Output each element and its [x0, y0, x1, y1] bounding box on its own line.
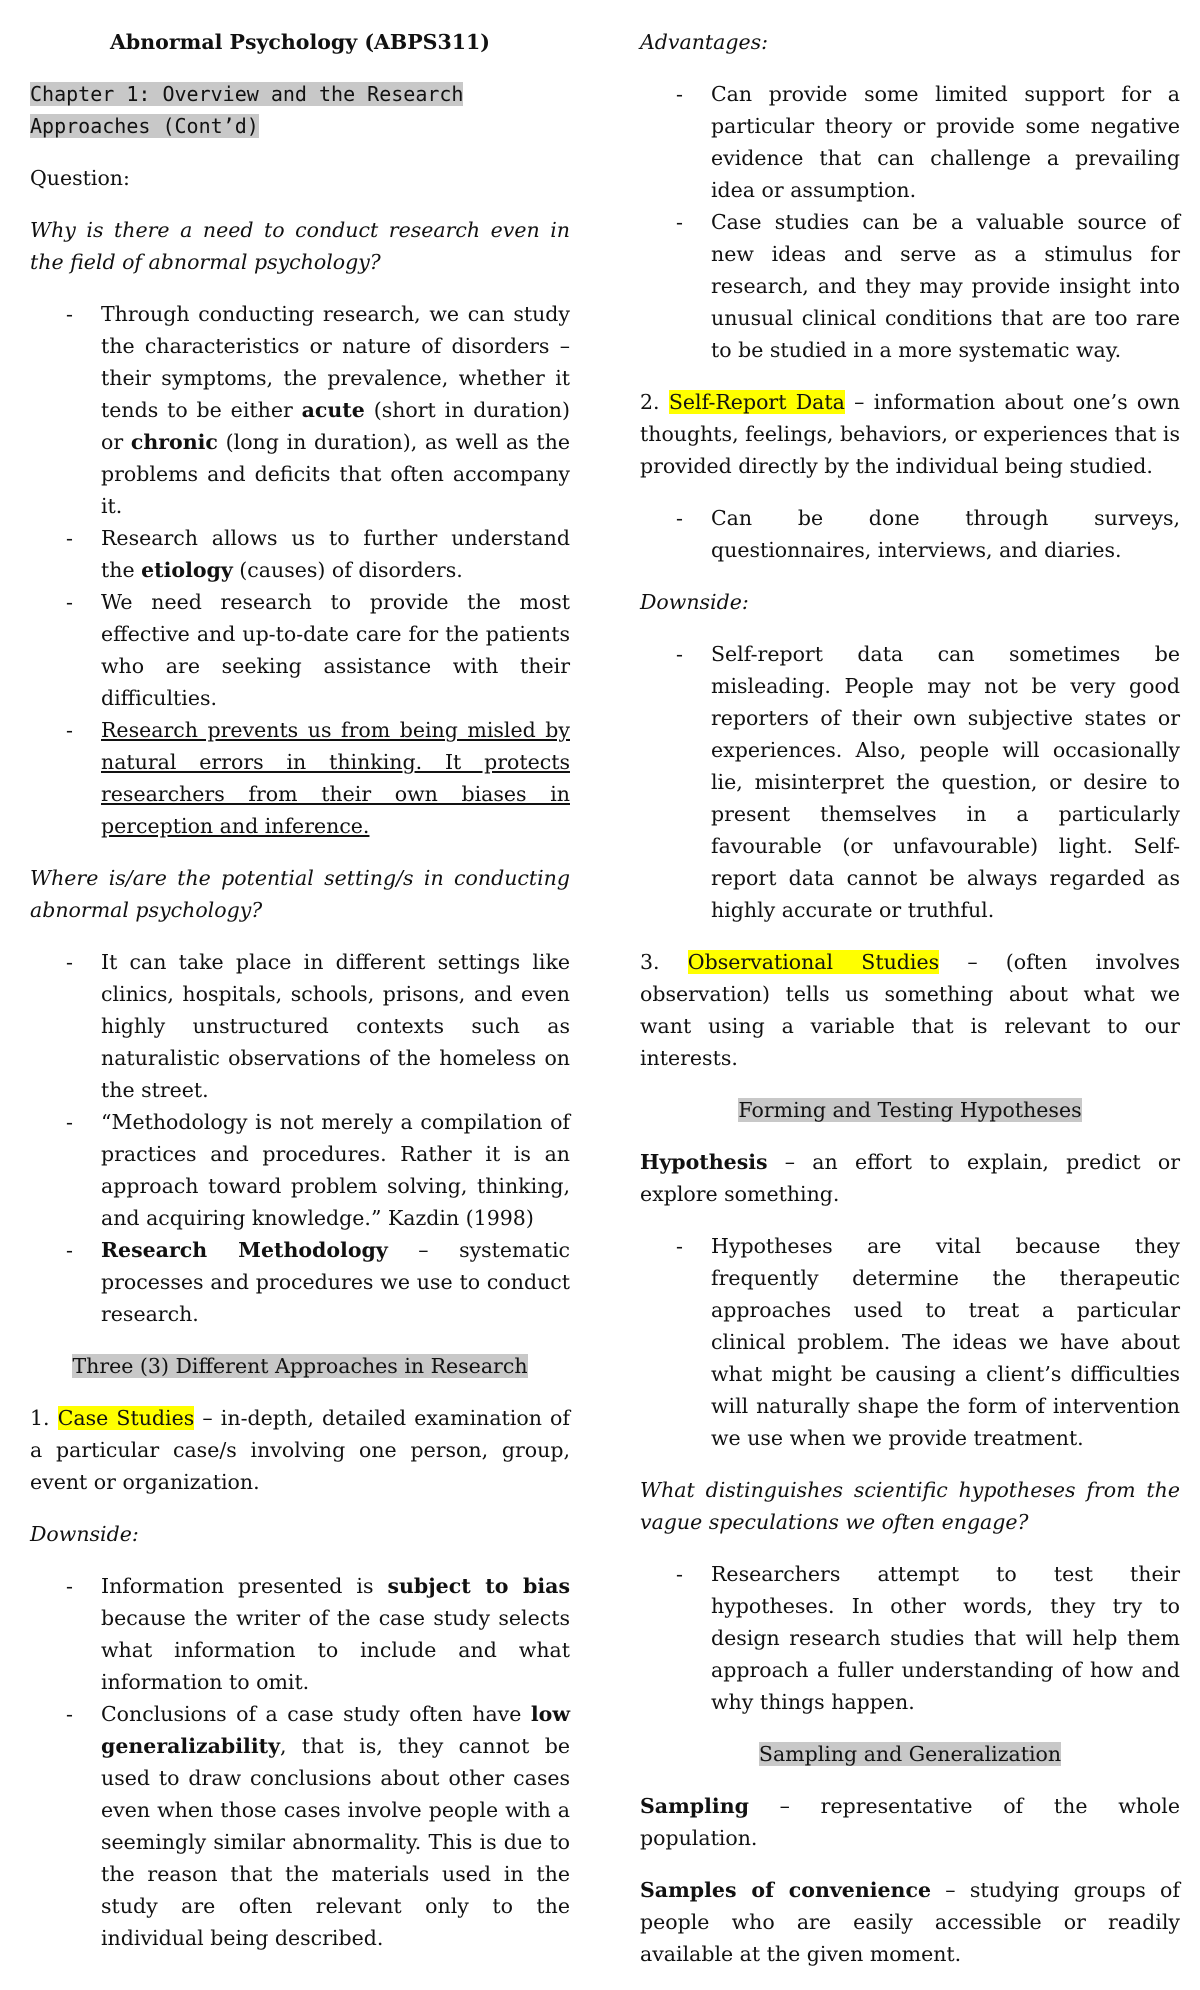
list-item: [30, 1234, 570, 1330]
list-item: - Researchers attempt to test their hypotheses. In other words, they try to design research studies that will help them approach a fuller understanding of how and why things happen.: [640, 1558, 1180, 1718]
self-report-downside-list: [640, 638, 1180, 926]
downside-label: Downside:: [30, 1522, 139, 1546]
sampling-definition: [640, 1790, 1180, 1854]
self-report-list: [640, 502, 1180, 566]
text-segment: – representative of the whole population.: [640, 1794, 1180, 1850]
text-segment: (long in duration), as well as the problems and deficits that often accompany it.: [101, 430, 570, 518]
list-item: - Can be done through surveys, questionnaires, interviews, and diaries.: [640, 502, 1180, 566]
term-etiology: etiology: [141, 558, 233, 582]
document-title: Abnormal Psychology (ABPS311): [110, 30, 490, 54]
text-segment: (short in duration) or: [101, 398, 570, 454]
term-low-generalizability: low generalizability: [101, 1702, 570, 1758]
text-segment: – (often involves observation) tells us something about what we want using a variable that is relevant to our interests.: [640, 950, 1180, 1070]
chapter-heading: [30, 78, 570, 142]
text-segment: – an effort to explain, predict or explore something.: [640, 1150, 1180, 1206]
text-segment: (causes) of disorders.: [232, 558, 463, 582]
settings-list: [30, 946, 570, 1330]
list-item: - “Methodology is not merely a compilation of practices and procedures. Rather it is an approach toward problem solving, thinking, and acquiring knowledge.” Kazdin (1998): [30, 1106, 570, 1234]
list-item: - We need research to provide the most effective and up-to-date care for the patients who are seeking assistance with their difficulties.: [30, 586, 570, 714]
text-segment: Conclusions of a case study often have: [101, 1702, 531, 1726]
list-item: [30, 298, 570, 522]
term-acute: acute: [301, 398, 365, 422]
text-segment: because the writer of the case study selects what information to include and what information to omit.: [101, 1606, 570, 1694]
list-item: - Case studies can be a valuable source of new ideas and serve as a stimulus for research, and they may provide insight into unusual clinical conditions that are too rare to be studied in a more systematic way.: [640, 206, 1180, 366]
item-number: 2.: [640, 390, 669, 414]
advantages-label: Advantages:: [640, 30, 769, 54]
left-column: [30, 26, 570, 1974]
convenience-definition: [640, 1874, 1180, 1970]
question-settings: Where is/are the potential setting/s in conducting abnormal psychology?: [30, 866, 570, 922]
text-segment: – systematic processes and procedures we use to conduct research.: [101, 1238, 570, 1326]
self-report-definition: [640, 386, 1180, 482]
list-item: [30, 1570, 570, 1698]
list-item: [30, 1698, 570, 1954]
sampling-heading: [640, 1738, 1180, 1770]
right-column: [640, 26, 1180, 1990]
question-label: Question:: [30, 166, 130, 190]
approaches-heading: [30, 1350, 570, 1382]
text-segment: – studying groups of people who are easily accessible or readily available at the given moment.: [640, 1878, 1180, 1966]
text-segment: Through conducting research, we can study the characteristics or nature of disorders – their symptoms, the prevalence, whether it tends to be either: [101, 302, 570, 422]
observational-definition: [640, 946, 1180, 1074]
list-item: - Hypotheses are vital because they frequently determine the therapeutic approaches used to treat a particular clinical problem. The ideas we have about what might be causing a client’s difficulties will naturally shape the form of intervention we use when we provide treatment.: [640, 1230, 1180, 1454]
list-item: - Can provide some limited support for a particular theory or provide some negative evidence that can challenge a prevailing idea or assumption.: [640, 78, 1180, 206]
term-samples-of-convenience: Samples of convenience: [640, 1878, 931, 1902]
hypothesis-list: [640, 1230, 1180, 1454]
term-case-studies: Case Studies: [57, 1406, 195, 1430]
case-studies-definition: [30, 1402, 570, 1498]
text-segment: – information about one’s own thoughts, feelings, behaviors, or experiences that is provided directly by the individual being studied.: [640, 390, 1180, 478]
term-hypothesis: Hypothesis: [640, 1150, 768, 1174]
term-research-methodology: Research Methodology: [101, 1238, 388, 1262]
hypothesis-answer-list: [640, 1558, 1180, 1718]
list-item: [30, 714, 570, 842]
research-need-list: [30, 298, 570, 842]
list-item: [30, 522, 570, 586]
text-segment: Information presented is: [101, 1574, 388, 1598]
text-segment: Research allows us to further understand the: [101, 526, 570, 582]
list-item: - Self-report data can sometimes be misleading. People may not be very good reporters of their own subjective states or experiences. Also, people will occasionally lie, misinterpret the question, or desire to present themselves in a particularly favourable (or unfavourable) light. Self-report data cannot be always regarded as highly accurate or truthful.: [640, 638, 1180, 926]
advantages-list: [640, 78, 1180, 366]
term-subject-to-bias: subject to bias: [387, 1574, 570, 1598]
term-chronic: chronic: [130, 430, 218, 454]
term-sampling: Sampling: [640, 1794, 749, 1818]
item-number: 3.: [640, 950, 688, 974]
text-segment: – in-depth, detailed examination of a particular case/s involving one person, group, event or organization.: [30, 1406, 570, 1494]
downside-label: Downside:: [640, 590, 749, 614]
hypothesis-definition: [640, 1146, 1180, 1210]
question-research-need: Why is there a need to conduct research even in the field of abnormal psychology?: [30, 218, 570, 274]
hypotheses-heading: [640, 1094, 1180, 1126]
text-segment: , that is, they cannot be used to draw conclusions about other cases even when those cases involve people with a seemingly similar abnormality. This is due to the reason that the materials used in the study are often relevant only to the individual being described.: [101, 1734, 570, 1950]
chapter-heading-text: Chapter 1: Overview and the Research Approaches (Cont’d): [30, 82, 464, 138]
case-downside-list: [30, 1570, 570, 1954]
item-number: 1.: [30, 1406, 58, 1430]
question-hypotheses: What distinguishes scientific hypotheses from the vague speculations we often engage?: [640, 1478, 1180, 1534]
term-self-report-data: Self-Report Data: [668, 390, 845, 414]
term-observational-studies: Observational Studies: [687, 950, 940, 974]
hypotheses-heading-text: Forming and Testing Hypotheses: [738, 1098, 1082, 1122]
underlined-statement: Research prevents us from being misled by natural errors in thinking. It protects researchers from their own biases in perception and inference.: [101, 718, 570, 838]
list-item: - It can take place in different settings like clinics, hospitals, schools, prisons, and even highly unstructured contexts such as naturalistic observations of the homeless on the street.: [30, 946, 570, 1106]
approaches-heading-text: Three (3) Different Approaches in Research: [72, 1354, 528, 1378]
sampling-heading-text: Sampling and Generalization: [758, 1742, 1062, 1766]
